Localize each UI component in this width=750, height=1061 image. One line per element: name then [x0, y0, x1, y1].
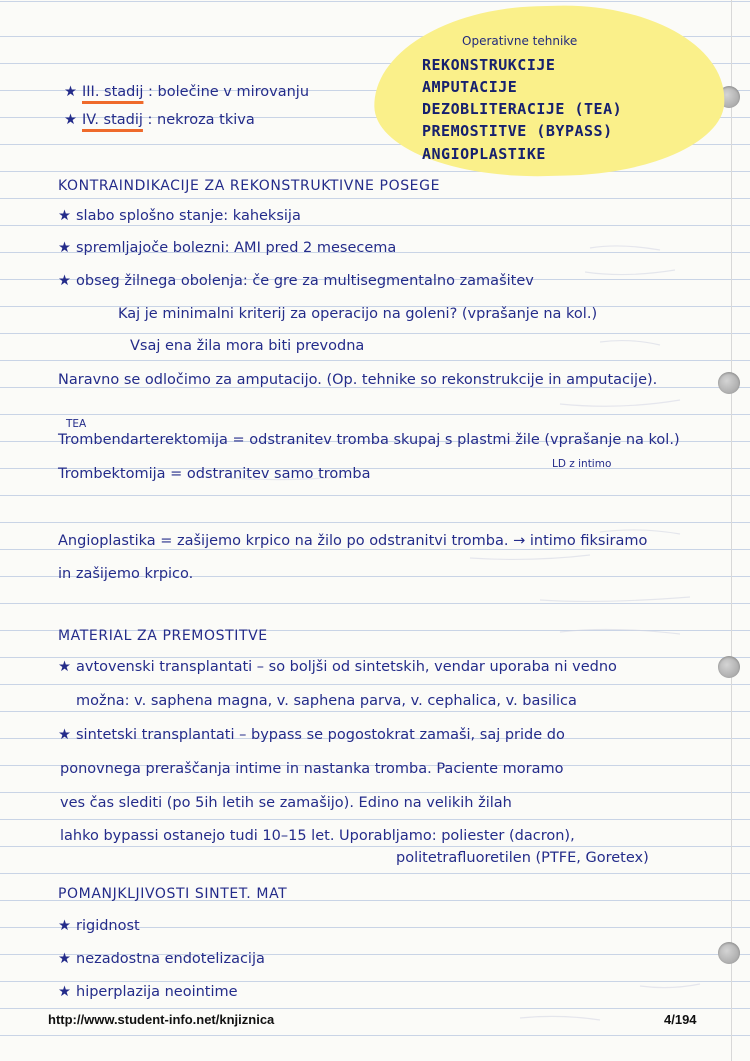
tea-label: TEA — [66, 418, 87, 430]
star-bullet-icon: ★ — [58, 984, 71, 1000]
star-bullet-icon: ★ — [64, 84, 77, 100]
list-item-text: obseg žilnega obolenja: če gre za multisegmentalno zamašitev — [76, 273, 534, 289]
tea-line: Trombendarterektomija = odstranitev tromba skupaj s plastmi žile (vprašanje na kol.) — [58, 432, 680, 448]
list-item-cont: politetrafluoretilen (PTFE, Goretex) — [396, 850, 649, 866]
stage-4-text: : nekroza tkiva — [147, 112, 255, 128]
stage-4-label: IV. stadij — [82, 112, 143, 128]
stage-3-text: : bolečine v mirovanju — [148, 84, 310, 100]
list-item — [58, 273, 534, 289]
star-bullet-icon: ★ — [64, 112, 77, 128]
list-item — [58, 727, 565, 743]
list-item-cont: ves čas slediti (po 5ih letih se zamašijo). Edino na velikih žilah — [60, 795, 512, 811]
list-item — [58, 918, 140, 934]
list-item-cont: možna: v. saphena magna, v. saphena parva, v. cephalica, v. basilica — [76, 693, 577, 709]
tea-subnote: LD z intimo — [552, 458, 612, 470]
punch-hole — [718, 372, 740, 394]
page-edge — [731, 0, 732, 1061]
punch-hole — [718, 656, 740, 678]
amputation-line: Naravno se odločimo za amputacijo. (Op. tehnike so rekonstrukcije in amputacije). — [58, 372, 658, 388]
materials-heading: MATERIAL ZA PREMOSTITVE — [58, 628, 268, 644]
list-item-text: rigidnost — [76, 918, 140, 934]
list-item-cont: lahko bypassi ostanejo tudi 10–15 let. Uporabljamo: poliester (dacron), — [60, 828, 575, 844]
note-line: Vsaj ena žila mora biti prevodna — [130, 338, 365, 354]
punch-hole — [718, 942, 740, 964]
stage-3-line — [64, 84, 309, 100]
star-bullet-icon: ★ — [58, 918, 71, 934]
star-bullet-icon: ★ — [58, 727, 71, 743]
angioplasty-line-cont: in zašijemo krpico. — [58, 566, 194, 582]
list-item-text: nezadostna endotelizacija — [76, 951, 265, 967]
sticky-note-item: ANGIOPLASTIKE — [422, 145, 546, 163]
star-bullet-icon: ★ — [58, 208, 71, 224]
list-item — [58, 984, 238, 1000]
list-item — [58, 208, 301, 224]
sticky-note-item: AMPUTACIJE — [422, 78, 518, 96]
shortcomings-heading: POMANJKLJIVOSTI SINTET. MAT — [58, 886, 288, 902]
footer-url: http://www.student-info.net/knjiznica — [48, 1012, 275, 1027]
star-bullet-icon: ★ — [58, 659, 71, 675]
list-item-cont: ponovnega preraščanja intime in nastanka tromba. Paciente moramo — [60, 761, 564, 777]
star-bullet-icon: ★ — [58, 951, 71, 967]
question-line: Kaj je minimalni kriterij za operacijo na goleni? (vprašanje na kol.) — [118, 306, 598, 322]
list-item-text: slabo splošno stanje: kaheksija — [76, 208, 301, 224]
star-bullet-icon: ★ — [58, 273, 71, 289]
stage-4-line — [64, 112, 255, 128]
list-item-text: avtovenski transplantati – so boljši od sintetskih, vendar uporaba ni vedno — [76, 659, 617, 675]
list-item — [58, 951, 265, 967]
list-item-text: hiperplazija neointime — [76, 984, 238, 1000]
list-item-text: sintetski transplantati – bypass se pogostokrat zamaši, saj pride do — [76, 727, 565, 743]
sticky-note-item: DEZOBLITERACIJE (TEA) — [422, 100, 623, 118]
star-bullet-icon: ★ — [58, 240, 71, 256]
sticky-note-title: Operativne tehnike — [462, 34, 578, 48]
footer-page-number: 4/194 — [664, 1012, 697, 1027]
list-item — [58, 240, 396, 256]
list-item — [58, 659, 617, 675]
sticky-note-item: PREMOSTITVE (BYPASS) — [422, 122, 613, 140]
contraindications-heading: KONTRAINDIKACIJE ZA REKONSTRUKTIVNE POSEGE — [58, 178, 441, 194]
stage-3-label: III. stadij — [82, 84, 144, 100]
list-item-text: spremljajoče bolezni: AMI pred 2 mesecema — [76, 240, 397, 256]
thrombectomy-line: Trombektomija = odstranitev samo tromba — [58, 466, 371, 482]
sticky-note-item: REKONSTRUKCIJE — [422, 56, 556, 74]
angioplasty-line: Angioplastika = zašijemo krpico na žilo po odstranitvi tromba. → intimo fiksiramo — [58, 533, 648, 549]
